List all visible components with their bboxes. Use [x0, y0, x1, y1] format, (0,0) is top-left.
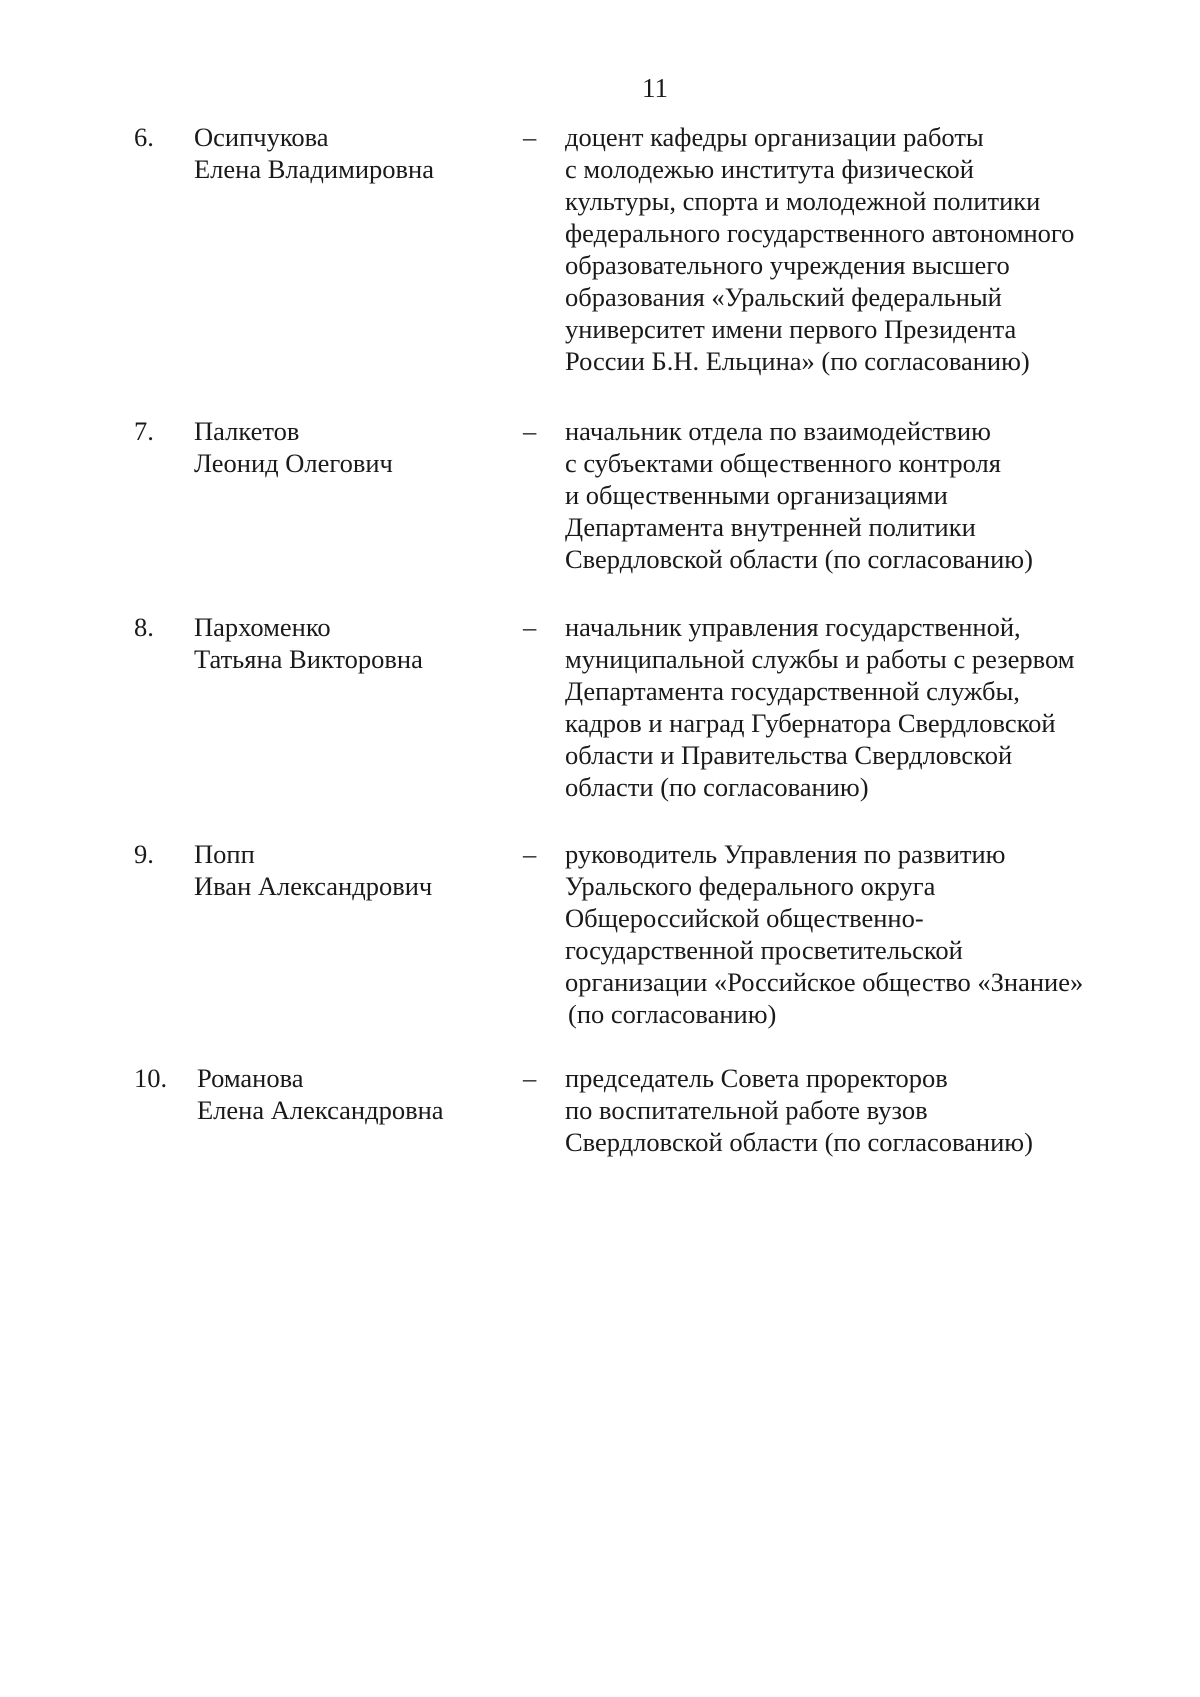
description-line: кадров и наград Губернатора Свердловской [565, 708, 1056, 738]
dash-separator: – [523, 612, 537, 642]
position-description [565, 611, 1125, 803]
person-surname: Пархоменко [194, 612, 331, 642]
description-line: области и Правительства Свердловской [565, 740, 1013, 770]
position-description [565, 121, 1125, 377]
person-given-names: Иван Александрович [194, 871, 433, 901]
description-line: России Б.Н. Ельцина» (по согласованию) [565, 346, 1030, 376]
description-line: с субъектами общественного контроля [565, 448, 1001, 478]
person-name [194, 415, 514, 479]
description-line: культуры, спорта и молодежной политики [565, 186, 1041, 216]
person-surname: Попп [194, 839, 255, 869]
description-line: с молодежью института физической [565, 154, 974, 184]
description-line: Департамента внутренней политики [565, 512, 976, 542]
description-line: доцент кафедры организации работы [565, 122, 984, 152]
description-line: муниципальной службы и работы с резервом [565, 644, 1075, 674]
dash-separator: – [523, 839, 537, 869]
description-line: председатель Совета проректоров [565, 1063, 948, 1093]
position-description [565, 1062, 1125, 1158]
person-given-names: Елена Владимировна [194, 154, 434, 184]
position-description [565, 415, 1125, 575]
dash-separator: – [523, 416, 537, 446]
description-line: организации «Российское общество «Знание» [565, 967, 1084, 997]
person-name [194, 611, 514, 675]
entry-number: 7. [134, 416, 154, 446]
dash-separator: – [523, 1063, 537, 1093]
description-line: начальник отдела по взаимодействию [565, 416, 991, 446]
description-line: Общероссийской общественно- [565, 903, 924, 933]
description-line: Уральского федерального округа [565, 871, 936, 901]
description-line: Департамента государственной службы, [565, 676, 1020, 706]
description-line: образования «Уральский федеральный [565, 282, 1002, 312]
description-line: Свердловской области (по согласованию) [565, 544, 1033, 574]
description-line: области (по согласованию) [565, 772, 869, 802]
person-given-names: Татьяна Викторовна [194, 644, 423, 674]
entry-number: 8. [134, 612, 154, 642]
person-surname: Романова [197, 1063, 304, 1093]
position-description [565, 838, 1125, 1030]
dash-separator: – [523, 122, 537, 152]
description-line: (по согласованию) [568, 999, 777, 1029]
entry-number: 9. [134, 839, 154, 869]
description-line: университет имени первого Президента [565, 314, 1017, 344]
entry-number: 10. [134, 1063, 168, 1093]
description-line: государственной просветительской [565, 935, 963, 965]
person-name [194, 121, 514, 185]
person-surname: Палкетов [194, 416, 300, 446]
person-surname: Осипчукова [194, 122, 329, 152]
person-name [197, 1062, 517, 1126]
page-number: 11 [642, 73, 668, 103]
description-line: и общественными организациями [565, 480, 948, 510]
description-line: федерального государственного автономного [565, 218, 1075, 248]
person-given-names: Леонид Олегович [194, 448, 393, 478]
description-line: по воспитательной работе вузов [565, 1095, 928, 1125]
entry-number: 6. [134, 122, 154, 152]
person-given-names: Елена Александровна [197, 1095, 444, 1125]
person-name [194, 838, 514, 902]
description-line: руководитель Управления по развитию [565, 839, 1006, 869]
description-line: начальник управления государственной, [565, 612, 1021, 642]
description-line: образовательного учреждения высшего [565, 250, 1010, 280]
description-line: Свердловской области (по согласованию) [565, 1127, 1033, 1157]
